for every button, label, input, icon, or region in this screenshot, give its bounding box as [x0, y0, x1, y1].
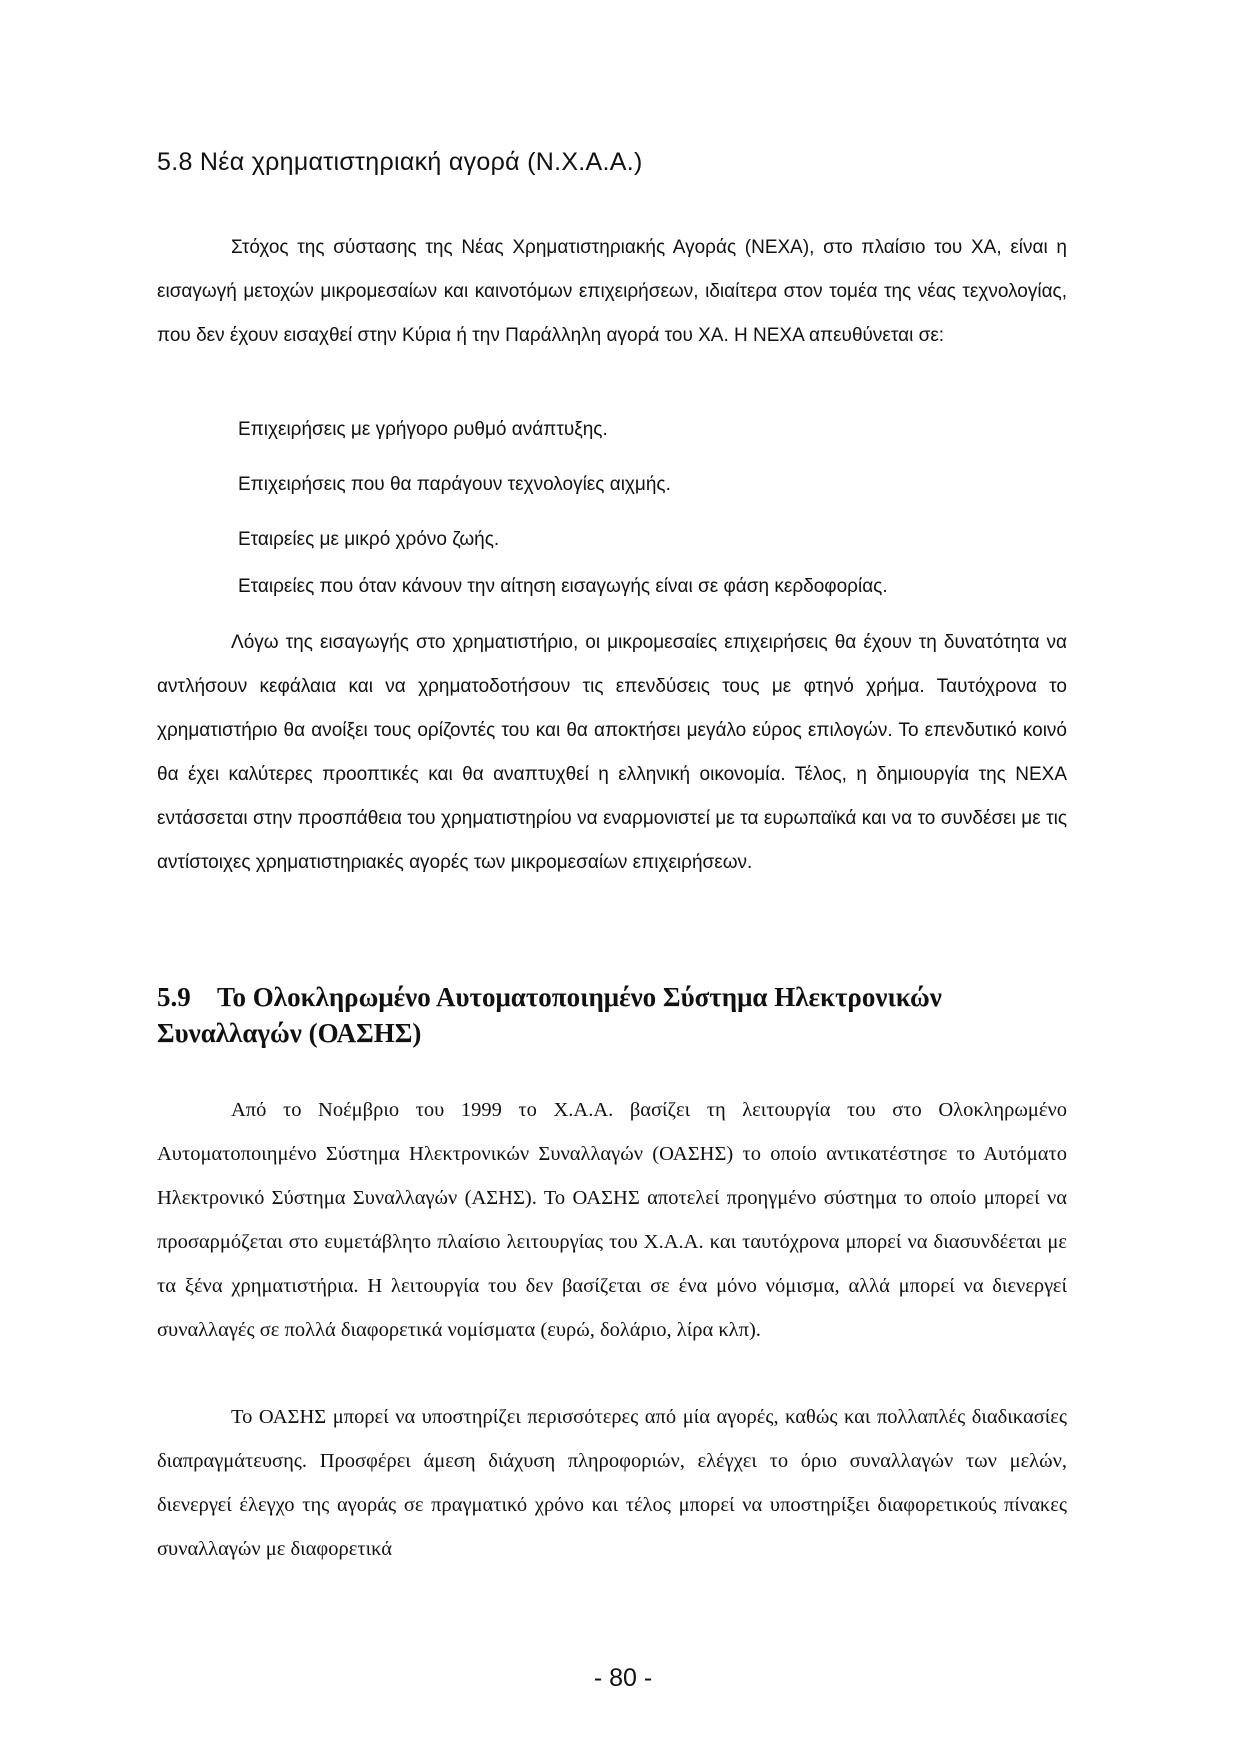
section-number: 5.9 — [157, 982, 191, 1012]
list-item: Επιχειρήσεις με γρήγορο ρυθμό ανάπτυξης. — [238, 419, 608, 440]
list-item: Εταιρείες που όταν κάνουν την αίτηση εισαγωγής είναι σε φάση κερδοφορίας. — [238, 576, 888, 597]
list-item: Εταιρείες με μικρό χρόνο ζωής. — [238, 529, 500, 550]
section-title: Το Ολοκληρωμένο Αυτοματοποιημένο Σύστημα Ηλεκτρονικών Συναλλαγών (ΟΑΣΗΣ) — [157, 982, 942, 1048]
oasis-paragraph-1: Από το Νοέμβριο του 1999 το Χ.Α.Α. βασίζει τη λειτουργία του στο Ολοκληρωμένο Αυτοματοποιημένο Σύστημα Ηλεκτρονικών Συναλλαγών (ΟΑΣΗΣ) το οποίο αντικατέστησε το Αυτόματο Ηλεκτρονικό Σύστημα Συναλλαγών (ΑΣΗΣ). Το ΟΑΣΗΣ αποτελεί προηγμένο σύστημα το οποίο μπορεί να προσαρμόζεται στο ευμετάβλητο πλαίσιο λειτουργίας του Χ.Α.Α. και ταυτόχρονα μπορεί να διασυνδέεται με τα ξένα χρηματιστήρια. Η λειτουργία του δεν βασίζεται σε ένα μόνο νόμισμα, αλλά μπορεί να διενεργεί συναλλαγές σε πολλά διαφορετικά νομίσματα (ευρώ, δολάριο, λίρα κλπ). — [157, 1099, 1067, 1341]
section-heading-5-8: 5.8 Νέα χρηματιστηριακή αγορά (Ν.Χ.Α.Α.) — [157, 148, 643, 176]
page-number: - 80 - — [593, 1664, 653, 1692]
intro-paragraph: Στόχος της σύστασης της Νέας Χρηματιστηριακής Αγοράς (ΝΕΧΑ), στο πλαίσιο του ΧΑ, είναι η εισαγωγή μετοχών μικρομεσαίων και καινοτόμων επιχειρήσεων, ιδιαίτερα στον τομέα της νέας τεχνολογίας, που δεν έχουν εισαχθεί στην Κύρια ή την Παράλληλη αγορά του ΧΑ. Η ΝΕΧΑ απευθύνεται σε: — [157, 237, 1067, 346]
list-item: Επιχειρήσεις που θα παράγουν τεχνολογίες αιχμής. — [238, 474, 671, 495]
oasis-paragraph-2: Το ΟΑΣΗΣ μπορεί να υποστηρίζει περισσότερες από μία αγορές, καθώς και πολλαπλές διαδικασίες διαπραγμάτευσης. Προσφέρει άμεση διάχυση πληροφοριών, ελέγχει το όριο συναλλαγών των μελών, διενεργεί έλεγχο της αγοράς σε πραγματικό χρόνο και τέλος μπορεί να υποστηρίξει διαφορετικούς πίνακες συναλλαγών με διαφορετικά — [157, 1406, 1067, 1560]
closing-paragraph: Λόγω της εισαγωγής στο χρηματιστήριο, οι μικρομεσαίες επιχειρήσεις θα έχουν τη δυνατότητα να αντλήσουν κεφάλαια και να χρηματοδοτήσουν τις επενδύσεις τους με φτηνό χρήμα. Ταυτόχρονα το χρηματιστήριο θα ανοίξει τους ορίζοντές του και θα αποκτήσει μεγάλο εύρος επιλογών. Το επενδυτικό κοινό θα έχει καλύτερες προοπτικές και θα αναπτυχθεί η ελληνική οικονομία. Τέλος, η δημιουργία της ΝΕΧΑ εντάσσεται στην προσπάθεια του χρηματιστηρίου να εναρμονιστεί με τα ευρωπαϊκά και να το συνδέσει με τις αντίστοιχες χρηματιστηριακές αγορές των μικρομεσαίων επιχειρήσεων. — [157, 632, 1067, 873]
section-heading-5-9 — [157, 979, 1077, 1051]
